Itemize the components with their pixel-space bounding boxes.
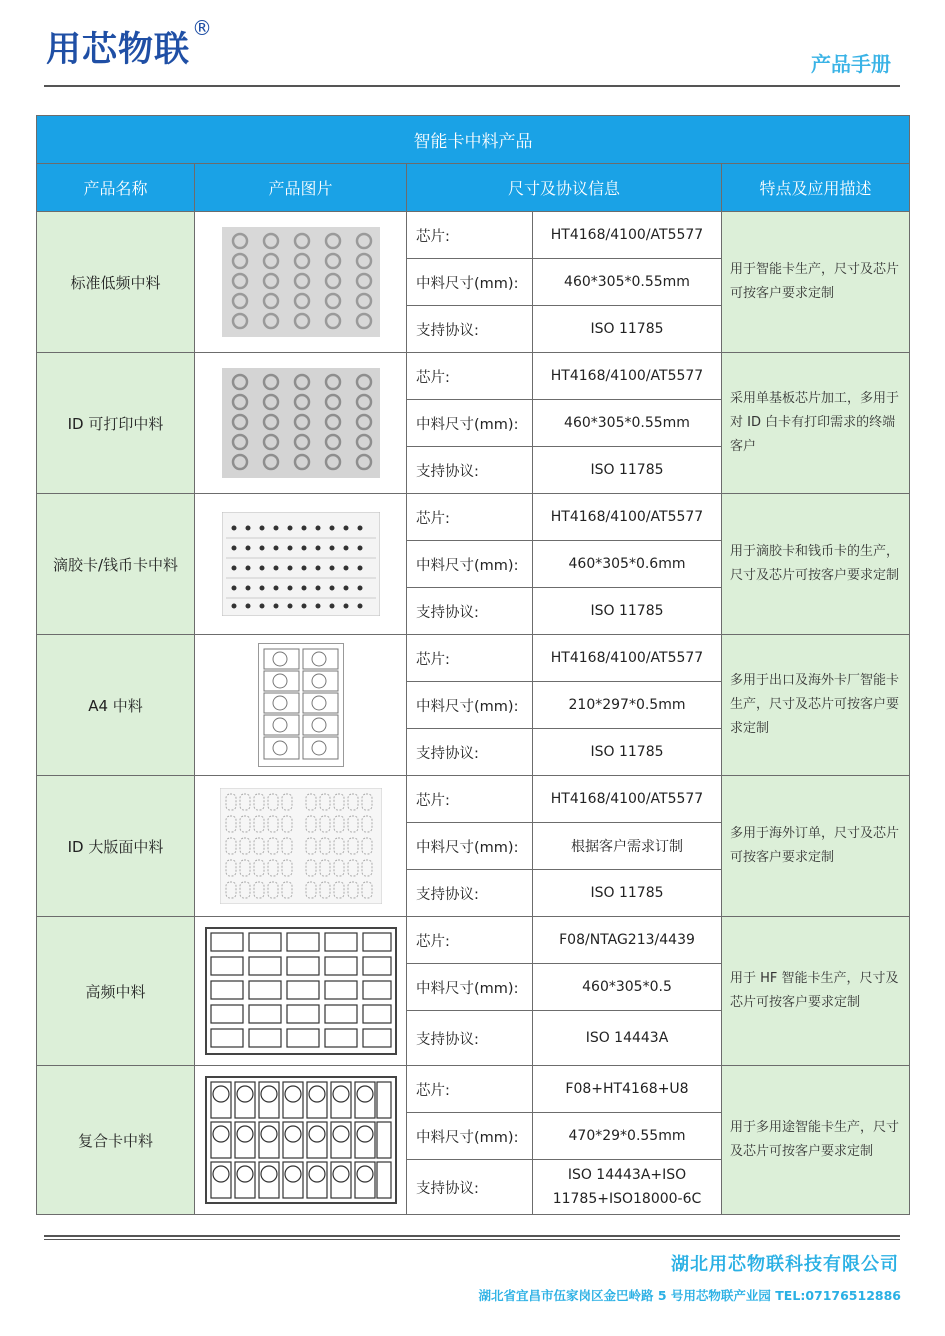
- size-label: 中料尺寸(mm):: [407, 964, 533, 1011]
- protocol-value: [533, 1160, 722, 1215]
- footer-divider: [44, 1239, 900, 1240]
- protocol-label: 支持协议:: [407, 306, 533, 353]
- product-image-cell: [195, 1066, 407, 1215]
- header-divider: [44, 85, 900, 87]
- product-name: ID 大版面中料: [37, 776, 195, 917]
- manual-label: 产品手册: [811, 52, 891, 76]
- product-name: 标准低频中料: [37, 212, 195, 353]
- product-image: [222, 227, 380, 337]
- product-image-cell: [195, 776, 407, 917]
- protocol-line: ISO 14443A+ISO: [567, 1167, 687, 1183]
- table-title-row: [37, 116, 910, 164]
- size-value: 460*305*0.6mm: [533, 541, 722, 588]
- product-name: 高频中料: [37, 917, 195, 1066]
- table-row: [37, 353, 910, 400]
- chip-value: F08/NTAG213/4439: [533, 917, 722, 964]
- chip-value: HT4168/4100/AT5577: [533, 776, 722, 823]
- chip-label: 芯片:: [407, 917, 533, 964]
- protocol-value: ISO 11785: [533, 447, 722, 494]
- product-name: A4 中料: [37, 635, 195, 776]
- column-header-desc: 特点及应用描述: [722, 164, 910, 212]
- product-description: 用于智能卡生产，尺寸及芯片可按客户要求定制: [722, 212, 910, 353]
- size-value: 460*305*0.5: [533, 964, 722, 1011]
- chip-label: 芯片:: [407, 494, 533, 541]
- product-image-cell: [195, 635, 407, 776]
- size-label: 中料尺寸(mm):: [407, 259, 533, 306]
- chip-label: 芯片:: [407, 776, 533, 823]
- table-row: [37, 635, 910, 682]
- table-row: [37, 776, 910, 823]
- company-logo: 用芯物联®: [46, 16, 214, 70]
- size-value: 470*29*0.55mm: [533, 1113, 722, 1160]
- column-header-image: 产品图片: [195, 164, 407, 212]
- product-name: ID 可打印中料: [37, 353, 195, 494]
- table-header-row: [37, 164, 910, 212]
- size-label: 中料尺寸(mm):: [407, 400, 533, 447]
- product-image: [258, 643, 344, 767]
- chip-value: HT4168/4100/AT5577: [533, 353, 722, 400]
- protocol-label: 支持协议:: [407, 588, 533, 635]
- size-value: 460*305*0.55mm: [533, 400, 722, 447]
- protocol-value: ISO 11785: [533, 870, 722, 917]
- protocol-label: 支持协议:: [407, 1011, 533, 1066]
- size-label: 中料尺寸(mm):: [407, 541, 533, 588]
- size-value: 根据客户需求订制: [533, 823, 722, 870]
- size-value: 210*297*0.5mm: [533, 682, 722, 729]
- size-value: 460*305*0.55mm: [533, 259, 722, 306]
- protocol-label: 支持协议:: [407, 870, 533, 917]
- product-description: 多用于海外订单，尺寸及芯片可按客户要求定制: [722, 776, 910, 917]
- product-image: [222, 368, 380, 478]
- size-label: 中料尺寸(mm):: [407, 823, 533, 870]
- column-header-name: 产品名称: [37, 164, 195, 212]
- company-name: 湖北用芯物联科技有限公司: [671, 1254, 899, 1275]
- table-row: [37, 212, 910, 259]
- protocol-label: 支持协议:: [407, 1160, 533, 1215]
- chip-label: 芯片:: [407, 212, 533, 259]
- chip-value: F08+HT4168+U8: [533, 1066, 722, 1113]
- company-address: 湖北省宜昌市伍家岗区金巴岭路 5 号用芯物联产业园 TEL:07176512886: [478, 1288, 901, 1303]
- column-header-spec: 尺寸及协议信息: [407, 164, 722, 212]
- product-image-cell: [195, 353, 407, 494]
- table-row: [37, 1066, 910, 1113]
- product-table: [36, 115, 910, 1215]
- table-row: [37, 917, 910, 964]
- product-description: 多用于出口及海外卡厂智能卡生产，尺寸及芯片可按客户要求定制: [722, 635, 910, 776]
- protocol-label: 支持协议:: [407, 729, 533, 776]
- chip-label: 芯片:: [407, 353, 533, 400]
- product-image-cell: [195, 212, 407, 353]
- size-label: 中料尺寸(mm):: [407, 682, 533, 729]
- product-image: [205, 927, 397, 1055]
- protocol-value: ISO 11785: [533, 729, 722, 776]
- chip-value: HT4168/4100/AT5577: [533, 494, 722, 541]
- chip-value: HT4168/4100/AT5577: [533, 635, 722, 682]
- product-description: 用于滴胶卡和钱币卡的生产，尺寸及芯片可按客户要求定制: [722, 494, 910, 635]
- product-description: 用于 HF 智能卡生产，尺寸及芯片可按客户要求定制: [722, 917, 910, 1066]
- size-label: 中料尺寸(mm):: [407, 1113, 533, 1160]
- protocol-value: ISO 11785: [533, 588, 722, 635]
- chip-label: 芯片:: [407, 1066, 533, 1113]
- table-row: [37, 494, 910, 541]
- product-name: 滴胶卡/钱币卡中料: [37, 494, 195, 635]
- protocol-line: 11785+ISO18000-6C: [552, 1191, 702, 1207]
- protocol-label: 支持协议:: [407, 447, 533, 494]
- table-title: 智能卡中料产品: [37, 116, 910, 164]
- product-name: 复合卡中料: [37, 1066, 195, 1215]
- product-description: 用于多用途智能卡生产，尺寸及芯片可按客户要求定制: [722, 1066, 910, 1215]
- product-image: [220, 788, 382, 904]
- product-image: [205, 1076, 397, 1204]
- protocol-value: ISO 14443A: [533, 1011, 722, 1066]
- product-image-cell: [195, 917, 407, 1066]
- product-description: 采用单基板芯片加工，多用于对 ID 白卡有打印需求的终端客户: [722, 353, 910, 494]
- product-image: [222, 512, 380, 616]
- footer-divider: [44, 1235, 900, 1237]
- product-image-cell: [195, 494, 407, 635]
- page-header: [0, 0, 945, 95]
- chip-label: 芯片:: [407, 635, 533, 682]
- protocol-value: ISO 11785: [533, 306, 722, 353]
- chip-value: HT4168/4100/AT5577: [533, 212, 722, 259]
